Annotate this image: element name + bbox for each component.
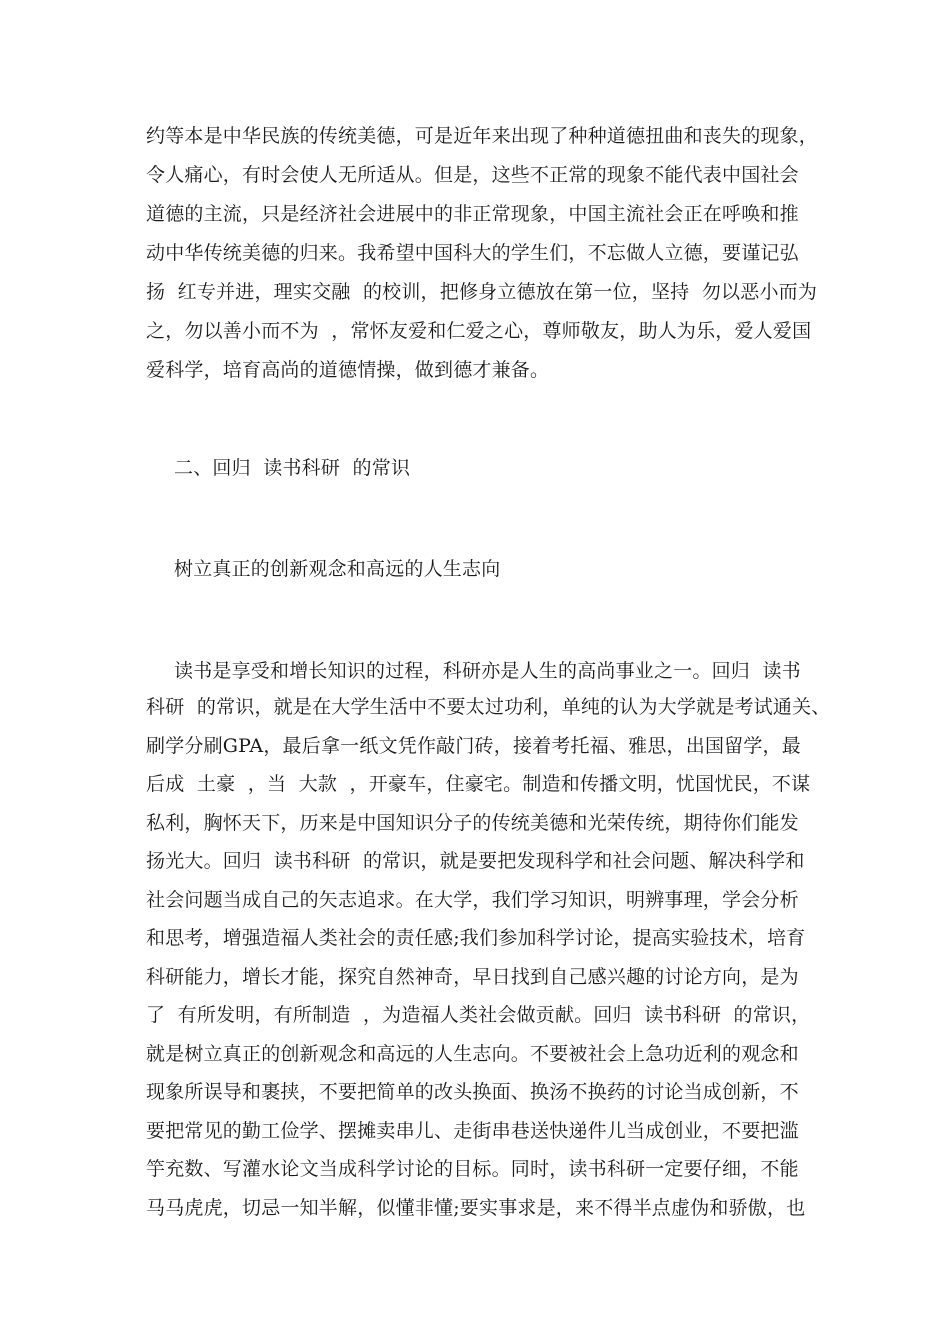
text-line: 竽充数、写灌水论文当成科学讨论的目标。同时，读书科研一定要仔细，不能 xyxy=(146,1158,799,1180)
text-line: 约等本是中华民族的传统美德，可是近年来出现了种种道德扭曲和丧失的现象， xyxy=(146,125,819,147)
text-line: 刷学分刷GPA，最后拿一纸文凭作敲门砖，接着考托福、雅思，出国留学，最 xyxy=(146,735,801,757)
text-line: 后成 土豪 ，当 大款 ，开豪车，住豪宅。制造和传播文明，忧国忧民，不谋 xyxy=(146,773,811,795)
section-subheading: 树立真正的创新观念和高远的人生志向 xyxy=(174,558,501,580)
text-line: 科研能力，增长才能，探究自然神奇，早日找到自己感兴趣的讨论方向，是为 xyxy=(146,966,799,988)
text-line: 了 有所发明，有所制造 ，为造福人类社会做贡献。回归 读书科研 的常识， xyxy=(146,1004,811,1026)
text-line: 扬 红专并进，理实交融 的校训，把修身立德放在第一位，坚持 勿以恶小而为 xyxy=(146,281,818,303)
text-line: 马马虎虎，切忌一知半解，似懂非懂;要实事求是，来不得半点虚伪和骄傲，也 xyxy=(146,1197,806,1219)
text-line: 令人痛心，有时会使人无所适从。但是，这些不正常的现象不能代表中国社会 xyxy=(146,164,799,186)
text-line: 现象所误导和裹挟，不要把简单的改头换面、换汤不换药的讨论当成创新，不 xyxy=(146,1081,799,1103)
section-heading: 二、回归 读书科研 的常识 xyxy=(174,457,411,479)
text-line: 动中华传统美德的归来。我希望中国科大的学生们，不忘做人立德，要谨记弘 xyxy=(146,242,799,264)
text-line: 道德的主流，只是经济社会进展中的非正常现象，中国主流社会正在呼唤和推 xyxy=(146,203,799,225)
text-line: 就是树立真正的创新观念和高远的人生志向。不要被社会上急功近利的观念和 xyxy=(146,1043,799,1065)
text-line: 之，勿以善小而不为 ，常怀友爱和仁爱之心，尊师敬友，助人为乐，爱人爱国 xyxy=(146,320,812,342)
text-line: 社会问题当成自己的矢志追求。在大学，我们学习知识，明辨事理，学会分析 xyxy=(146,889,799,911)
text-line: 读书是享受和增长知识的过程，科研亦是人生的高尚事业之一。回归 读书 xyxy=(174,660,801,682)
text-line: 爱科学，培育高尚的道德情操，做到德才兼备。 xyxy=(146,359,550,381)
text-line: 扬光大。回归 读书科研 的常识，就是要把发现科学和社会问题、解决科学和 xyxy=(146,850,805,872)
text-line: 私利，胸怀天下，历来是中国知识分子的传统美德和光荣传统，期待你们能发 xyxy=(146,812,799,834)
text-line: 和思考，增强造福人类社会的责任感;我们参加科学讨论，提高实验技术，培育 xyxy=(146,927,806,949)
text-line: 科研 的常识，就是在大学生活中不要太过功利，单纯的认为大学就是考试通关、 xyxy=(146,696,831,718)
text-line: 要把常见的勤工俭学、摆摊卖串儿、走街串巷送快递件儿当成创业，不要把滥 xyxy=(146,1120,799,1142)
